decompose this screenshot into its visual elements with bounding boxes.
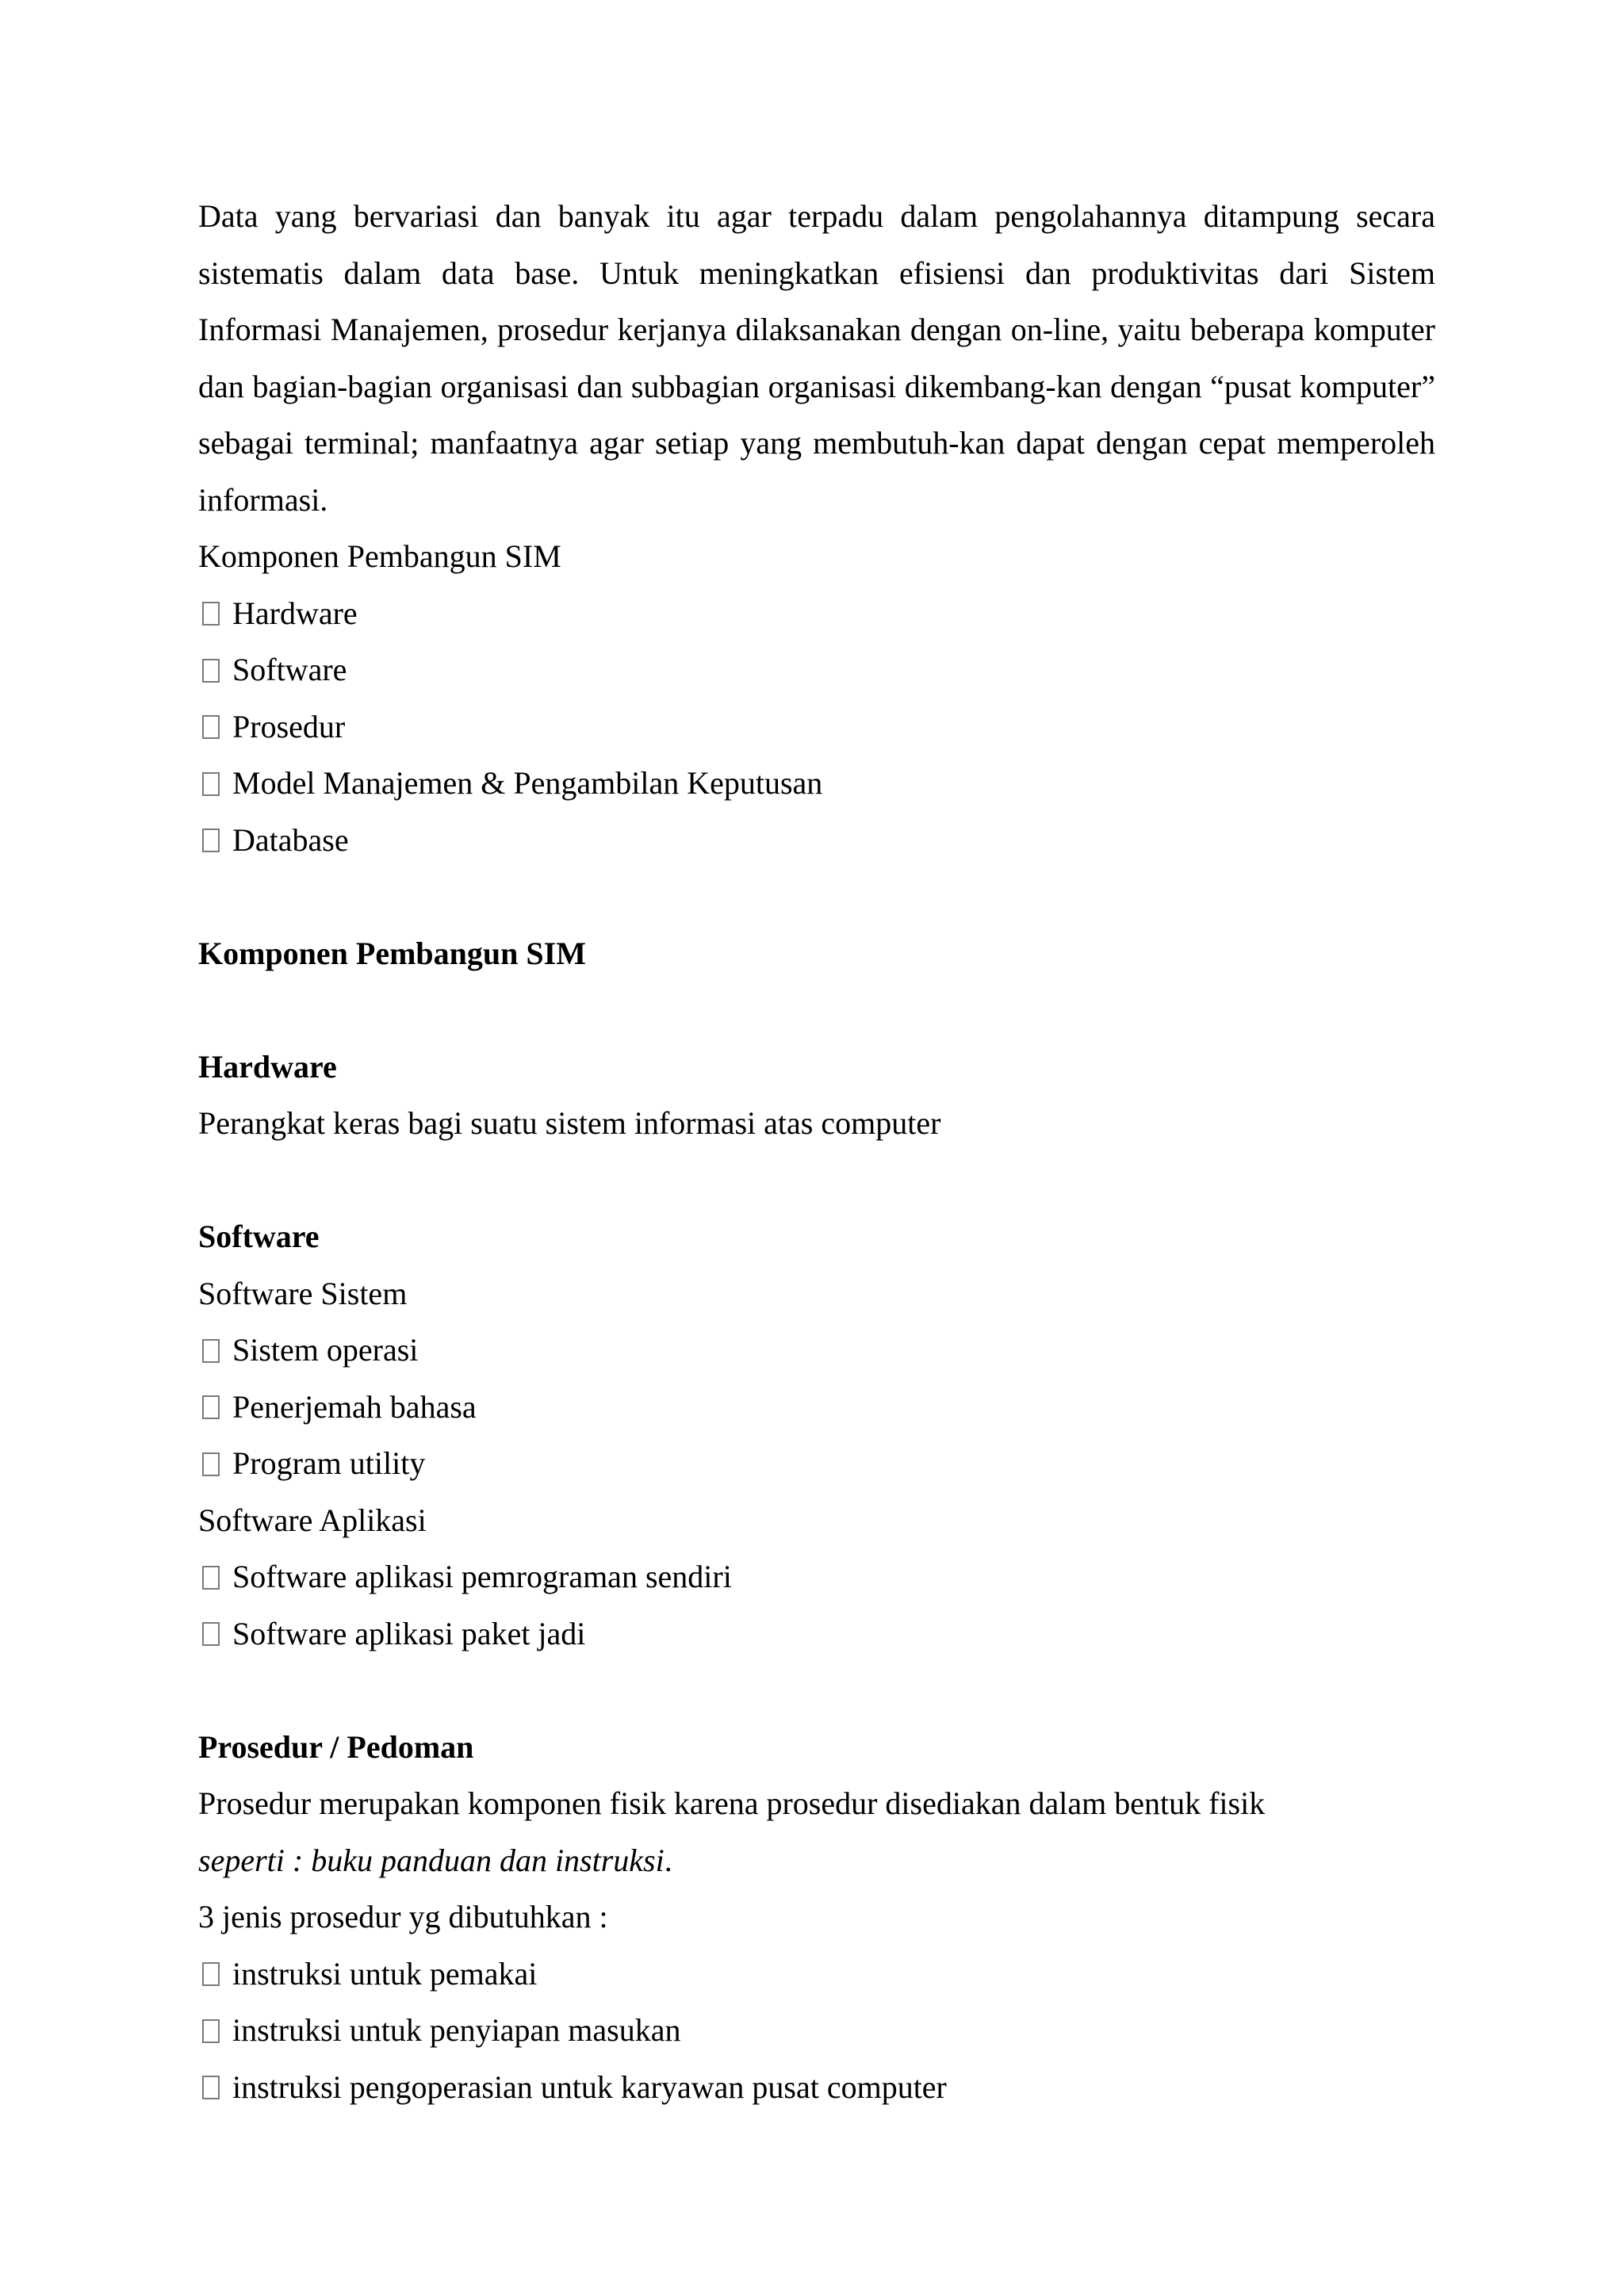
- bullet-box-icon: [202, 1622, 220, 1646]
- bullet-box-icon: [202, 1566, 220, 1590]
- software-application-label: Software Aplikasi: [198, 1502, 427, 1538]
- list-item: instruksi untuk pemakai: [198, 1946, 1435, 2003]
- spacer: [198, 868, 1435, 925]
- bullet-box-icon: [202, 2019, 220, 2043]
- components-intro-list: [198, 585, 1435, 869]
- hardware-heading: Hardware: [198, 1048, 337, 1085]
- software-application-list: [198, 1548, 1435, 1662]
- bullet-box-icon: [202, 2076, 220, 2099]
- prosedur-types-list: [198, 1946, 1435, 2116]
- list-item: instruksi pengoperasian untuk karyawan pusat computer: [198, 2059, 1435, 2116]
- spacer: [198, 1662, 1435, 1719]
- list-item: Software aplikasi pemrograman sendiri: [198, 1548, 1435, 1605]
- bullet-box-icon: [202, 1395, 220, 1419]
- bullet-box-icon: [202, 1962, 220, 1986]
- prosedur-text: Prosedur merupakan komponen fisik karena prosedur disediakan dalam bentuk fisik: [198, 1785, 1266, 1821]
- section-heading: Komponen Pembangun SIM: [198, 935, 586, 971]
- list-item: Database: [198, 812, 1435, 869]
- bullet-box-icon: [202, 659, 220, 683]
- software-system-list: [198, 1322, 1435, 1492]
- list-item: Hardware: [198, 585, 1435, 642]
- bullet-box-icon: [202, 1452, 220, 1476]
- bullet-box-icon: [202, 772, 220, 796]
- list-item: Sistem operasi: [198, 1322, 1435, 1379]
- bullet-box-icon: [202, 602, 220, 626]
- list-item: Penerjemah bahasa: [198, 1379, 1435, 1436]
- list-item: Software aplikasi paket jadi: [198, 1605, 1435, 1663]
- list-item: instruksi untuk penyiapan masukan: [198, 2002, 1435, 2059]
- intro-paragraph: Data yang bervariasi dan banyak itu agar terpadu dalam pengolahannya ditampung secara sistematis dalam data base. Untuk meningkatkan efisiensi dan produktivitas dari Sistem Informasi Manajemen, prosedur kerjanya dilaksanakan dengan on-line, yaitu beberapa komputer dan bagian-bagian organisasi dan subbagian organisasi dikembang-kan dengan “pusat komputer” sebagai terminal; manfaatnya agar setiap yang membutuh-kan dapat dengan cepat memperoleh informasi.: [198, 198, 1435, 518]
- list-item: Program utility: [198, 1435, 1435, 1492]
- list-item: Software: [198, 641, 1435, 698]
- prosedur-example: [198, 1832, 1435, 1889]
- list-item: Prosedur: [198, 698, 1435, 756]
- bullet-box-icon: [202, 828, 220, 852]
- prosedur-types-label: 3 jenis prosedur yg dibutuhkan :: [198, 1899, 608, 1934]
- spacer: [198, 982, 1435, 1039]
- prosedur-example-italic: seperti : buku panduan dan instruksi: [198, 1842, 665, 1878]
- hardware-text: Perangkat keras bagi suatu sistem informasi atas computer: [198, 1105, 941, 1141]
- spacer: [198, 1152, 1435, 1209]
- bullet-box-icon: [202, 1339, 220, 1363]
- list-item: Model Manajemen & Pengambilan Keputusan: [198, 755, 1435, 812]
- software-heading: Software: [198, 1219, 320, 1254]
- bullet-box-icon: [202, 715, 220, 739]
- document-page: [198, 188, 1435, 2115]
- prosedur-heading: Prosedur / Pedoman: [198, 1728, 474, 1765]
- software-system-label: Software Sistem: [198, 1275, 408, 1311]
- prosedur-example-end: .: [664, 1842, 672, 1878]
- components-intro-title: Komponen Pembangun SIM: [198, 538, 561, 574]
